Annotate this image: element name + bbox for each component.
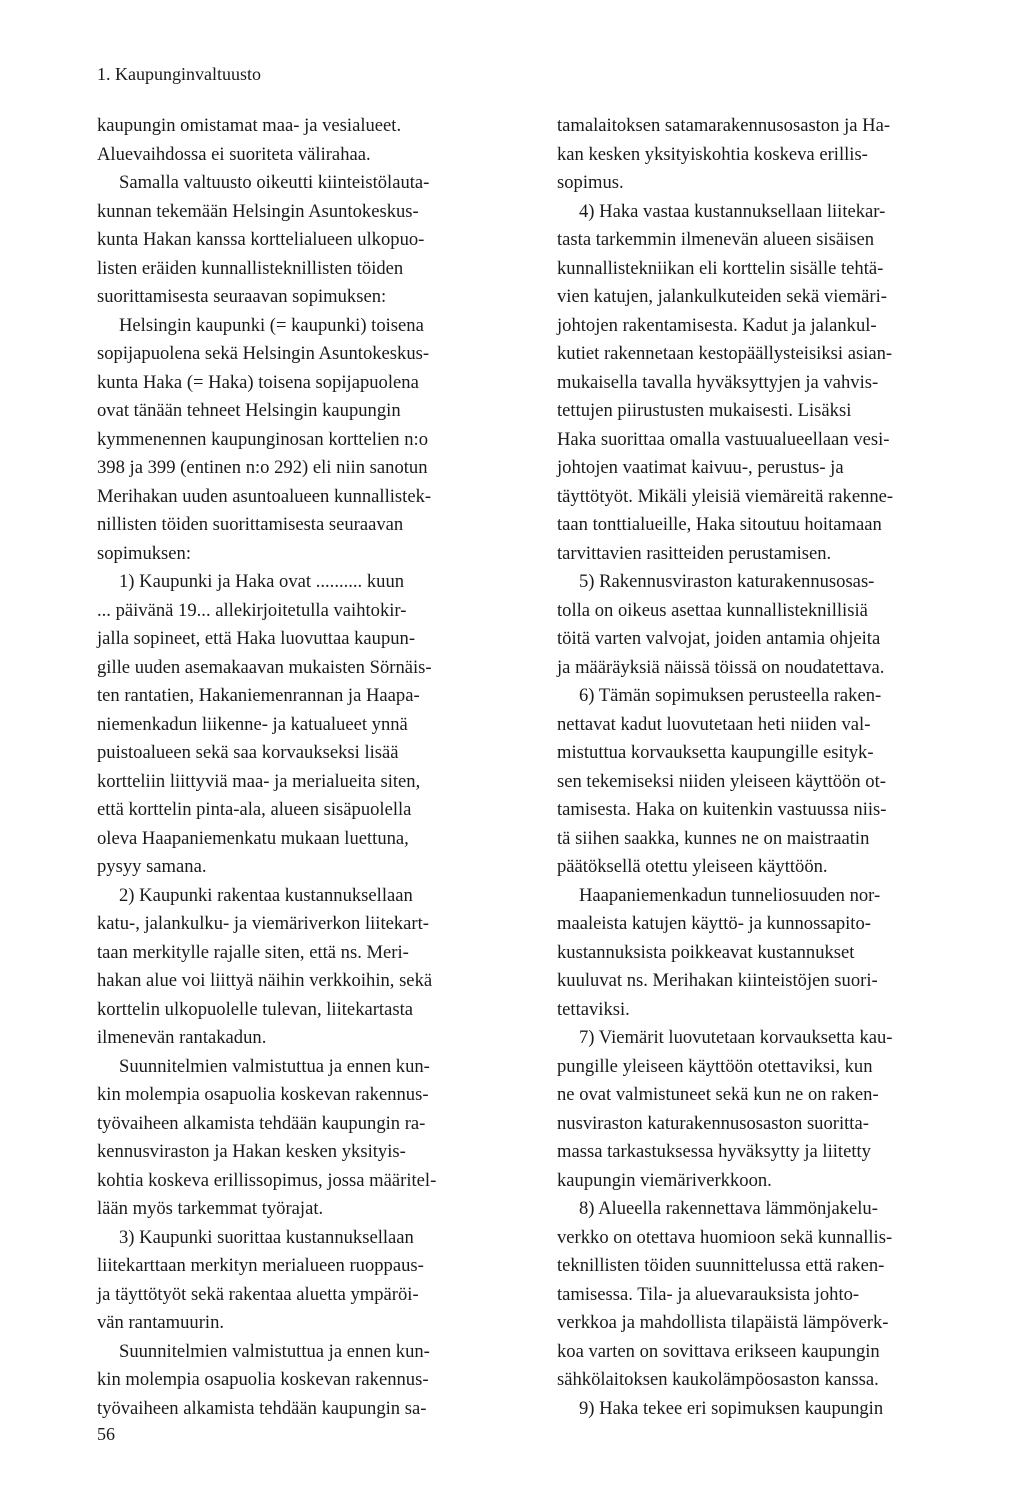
text-line: sähkölaitoksen kaukolämpöosaston kanssa. <box>557 1369 879 1390</box>
text-line: sopimuksen: <box>97 542 192 564</box>
text-line: sen tekemiseksi niiden yleiseen käyttöön ot- <box>557 770 886 792</box>
text-line: täyttötyöt. Mikäli yleisiä viemäreitä rakenne- <box>557 485 894 507</box>
text-line: 6) Tämän sopimuksen perusteella raken- <box>579 685 882 706</box>
left-text-column <box>97 112 517 1423</box>
text-line: massa tarkastuksessa hyväksytty ja liitetty <box>557 1141 871 1162</box>
text-line: kennusviraston ja Hakan kesken yksityis- <box>97 1141 406 1162</box>
text-line: tamisesta. Haka on kuitenkin vastuussa niis- <box>557 799 887 820</box>
text-line: nettavat kadut luovutetaan heti niiden val- <box>557 713 871 735</box>
text-line: nusviraston katurakennusosaston suoritta- <box>557 1112 869 1134</box>
text-line: Haapaniemenkadun tunneliosuuden nor- <box>579 884 881 906</box>
text-line: korttelin ulkopuolelle tulevan, liitekartasta <box>97 998 414 1020</box>
text-line: teknillisten töiden suunnittelussa että raken- <box>557 1255 885 1276</box>
text-line: sopimus. <box>557 172 624 193</box>
text-line: Samalla valtuusto oikeutti kiinteistölauta- <box>119 172 430 193</box>
text-line: ja määräyksiä näissä töissä on noudatettava. <box>557 656 885 678</box>
text-line: tamisessa. Tila- ja aluevarauksista johto- <box>557 1283 860 1305</box>
text-line: Helsingin kaupunki (= kaupunki) toisena <box>119 314 424 336</box>
text-line: vien katujen, jalankulkuteiden sekä viemäri- <box>557 286 887 307</box>
text-line: tasta tarkemmin ilmenevän alueen sisäisen <box>557 229 875 250</box>
text-line: päätöksellä otettu yleiseen käyttöön. <box>557 856 828 877</box>
text-line: liitekarttaan merkityn merialueen ruoppaus- <box>97 1255 424 1276</box>
text-line: kin molempia osapuolia koskevan rakennus- <box>97 1369 429 1390</box>
text-line: kuuluvat ns. Merihakan kiinteistöjen suori- <box>557 970 878 991</box>
text-line: tolla on oikeus asettaa kunnallisteknillisiä <box>557 599 868 621</box>
text-line: tä siihen saakka, kunnes ne on maistraatin <box>557 827 870 849</box>
text-line: ovat tänään tehneet Helsingin kaupungin <box>97 400 401 421</box>
text-line: kortteliin liittyviä maa- ja merialueita siten, <box>97 770 421 792</box>
text-line: tettujen piirustusten mukaisesti. Lisäksi <box>557 400 852 421</box>
text-line: kunta Hakan kanssa korttelialueen ulkopuo- <box>97 229 425 250</box>
text-line: taan tonttialueille, Haka sitoutuu hoitamaan <box>557 514 882 535</box>
text-line: mistuttua korvauksetta kaupungille esityk- <box>557 742 874 763</box>
text-line: vän rantamuurin. <box>97 1312 225 1333</box>
text-line: kin molempia osapuolia koskevan rakennus- <box>97 1084 429 1105</box>
text-line: tamalaitoksen satamarakennusosaston ja Ha- <box>557 115 891 136</box>
text-line: lään myös tarkemmat työrajat. <box>97 1198 324 1219</box>
text-line: että korttelin pinta-ala, alueen sisäpuolella <box>97 799 412 820</box>
text-line: ne ovat valmistuneet sekä kun ne on raken- <box>557 1084 879 1105</box>
text-line: pysyy samana. <box>97 856 207 877</box>
text-line: mukaisella tavalla hyväksyttyjen ja vahvis- <box>557 371 879 393</box>
text-line: tarvittavien rasitteiden perustamisen. <box>557 542 832 564</box>
text-line: kunnan tekemään Helsingin Asuntokeskus- <box>97 200 419 222</box>
text-line: ... päivänä 19... allekirjoitetulla vaihtokir- <box>97 599 407 621</box>
text-line: Suunnitelmien valmistuttua ja ennen kun- <box>119 1340 430 1362</box>
text-line: pungille yleiseen käyttöön otettaviksi, kun <box>557 1055 873 1077</box>
text-line: ja täyttötyöt sekä rakentaa aluetta ympäröi- <box>97 1283 419 1305</box>
text-line: kutiet rakennetaan kestopäällysteisiksi asian- <box>557 343 893 364</box>
text-line: 4) Haka vastaa kustannuksellaan liitekar- <box>579 200 886 222</box>
text-line: 1) Kaupunki ja Haka ovat .......... kuun <box>119 571 405 592</box>
text-line: Suunnitelmien valmistuttua ja ennen kun- <box>119 1055 430 1077</box>
text-line: kan kesken yksityiskohtia koskeva erillis- <box>557 143 868 165</box>
text-line: puistoalueen sekä saa korvaukseksi lisää <box>97 742 399 763</box>
text-line: kohtia koskeva erillissopimus, jossa määritel- <box>97 1169 437 1191</box>
text-line: nillisten töiden suorittamisesta seuraavan <box>97 514 404 535</box>
running-header: 1. Kaupunginvaltuusto <box>97 64 261 84</box>
text-line: verkkoa ja mahdollista tilapäistä lämpöverk- <box>557 1312 889 1333</box>
text-line: jalla sopineet, että Haka luovuttaa kaupun- <box>97 628 416 649</box>
right-text-column <box>557 112 977 1423</box>
page-number: 56 <box>97 1424 115 1444</box>
text-line: johtojen vaatimat kaivuu-, perustus- ja <box>557 457 844 478</box>
text-line: Haka suorittaa omalla vastuualueellaan vesi- <box>557 428 890 450</box>
text-line: koa varten on sovittava erikseen kaupungin <box>557 1340 880 1362</box>
text-line: kymmenennen kaupunginosan korttelien n:o <box>97 428 429 450</box>
text-line: ten rantatien, Hakaniemenrannan ja Haapa- <box>97 685 420 706</box>
text-line: hakan alue voi liittyä näihin verkkoihin, sekä <box>97 970 433 991</box>
text-line: verkko on otettava huomioon sekä kunnallis- <box>557 1226 893 1248</box>
text-line: sopijapuolena sekä Helsingin Asuntokeskus- <box>97 343 430 364</box>
text-line: 398 ja 399 (entinen n:o 292) eli niin sanotun <box>97 457 428 478</box>
text-line: 5) Rakennusviraston katurakennusosas- <box>579 571 875 592</box>
text-line: kaupungin omistamat maa- ja vesialueet. <box>97 115 402 136</box>
text-line: listen eräiden kunnallisteknillisten töiden <box>97 257 404 279</box>
text-line: töitä varten valvojat, joiden antamia ohjeita <box>557 628 881 649</box>
text-line: kustannuksista poikkeavat kustannukset <box>557 941 855 963</box>
text-line: niemenkadun liikenne- ja katualueet ynnä <box>97 713 408 735</box>
text-line: työvaiheen alkamista tehdään kaupungin sa- <box>97 1397 427 1419</box>
text-line: ilmenevän rantakadun. <box>97 1027 267 1048</box>
text-line: Aluevaihdossa ei suoriteta välirahaa. <box>97 143 371 165</box>
text-line: katu-, jalankulku- ja viemäriverkon liitekart- <box>97 913 429 934</box>
text-line: kunta Haka (= Haka) toisena sopijapuolena <box>97 371 419 393</box>
text-line: 7) Viemärit luovutetaan korvauksetta kau- <box>579 1027 893 1048</box>
text-line: 2) Kaupunki rakentaa kustannuksellaan <box>119 884 413 906</box>
text-line: suorittamisesta seuraavan sopimuksen: <box>97 286 387 307</box>
text-line: gille uuden asemakaavan mukaisten Sörnäis- <box>97 656 432 678</box>
text-line: 3) Kaupunki suorittaa kustannuksellaan <box>119 1226 414 1248</box>
text-line: maaleista katujen käyttö- ja kunnossapito- <box>557 913 871 934</box>
text-line: kaupungin viemäriverkkoon. <box>557 1169 772 1191</box>
text-line: oleva Haapaniemenkatu mukaan luettuna, <box>97 827 409 849</box>
text-line: johtojen rakentamisesta. Kadut ja jalankul- <box>557 314 877 336</box>
text-line: työvaiheen alkamista tehdään kaupungin ra- <box>97 1112 426 1134</box>
text-line: 8) Alueella rakennettava lämmönjakelu- <box>579 1198 878 1219</box>
text-line: 9) Haka tekee eri sopimuksen kaupungin <box>579 1397 884 1419</box>
text-line: tettaviksi. <box>557 998 630 1020</box>
text-line: Merihakan uuden asuntoalueen kunnallistek- <box>97 485 432 507</box>
text-line: kunnallistekniikan eli korttelin sisälle tehtä- <box>557 257 884 279</box>
text-line: taan merkitylle rajalle siten, että ns. Meri- <box>97 941 409 963</box>
